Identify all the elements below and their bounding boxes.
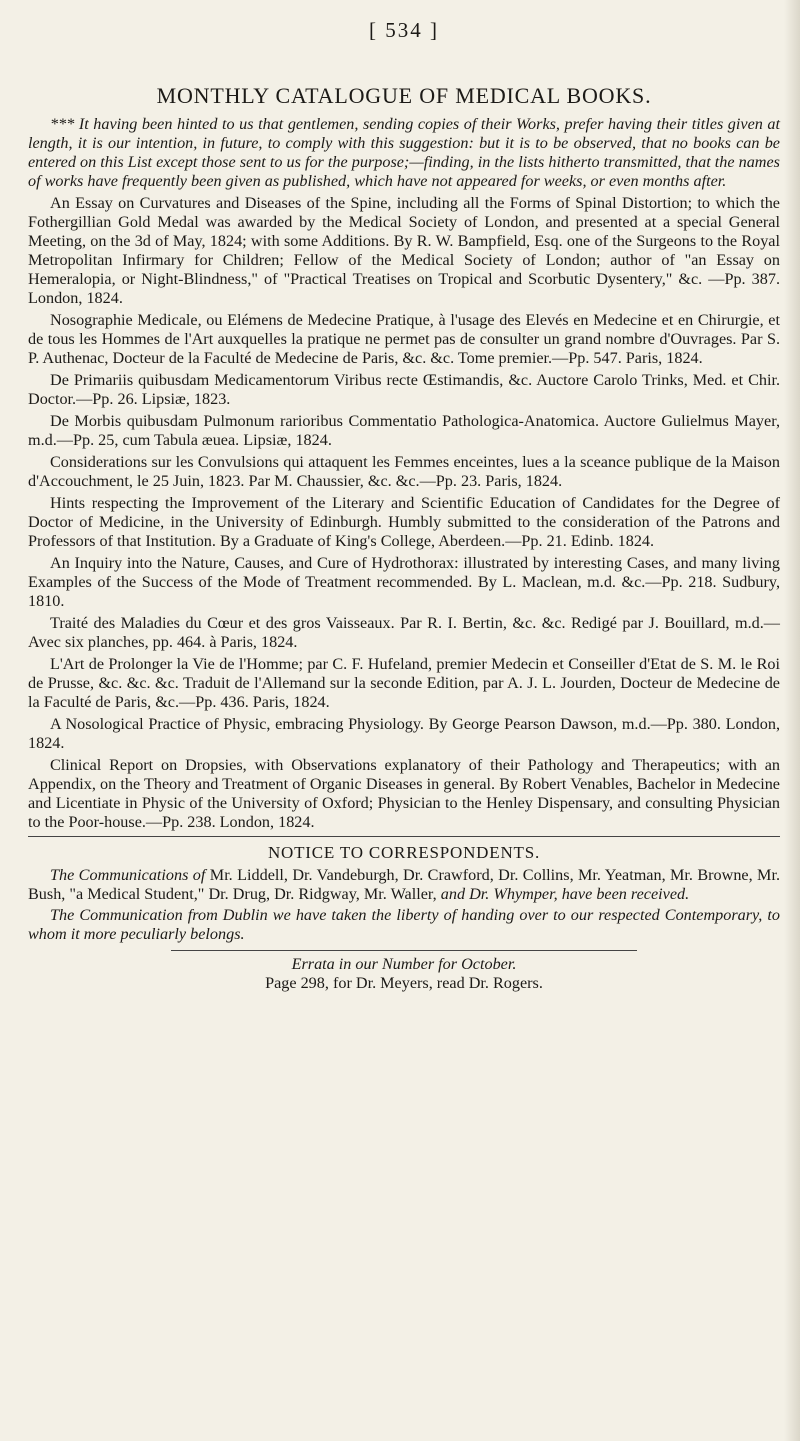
catalogue-entry: An Essay on Curvatures and Diseases of the Spine, including all the Forms of Spinal Distortion; to which the Fothergillian Gold Medal was awarded by the Medical Society of London, and presented at a special General Meeting, on the 3d of May, 1824; with some Additions. By R. W. Bampfield, Esq. one of the Surgeons to the Royal Metropolitan Infirmary for Children; Fellow of the Medical Society of London; author of "an Essay on Hemeralopia, or Night-Blindness," of "Practical Treatises on Tropical and Scorbutic Dysentery," &c. —Pp. 387. London, 1824. <box>28 194 780 307</box>
page-title: MONTHLY CATALOGUE OF MEDICAL BOOKS. <box>156 83 652 108</box>
errata-heading <box>28 955 780 974</box>
catalogue-entry: An Inquiry into the Nature, Causes, and Cure of Hydrothorax: illustrated by interesting Cases, and many living Examples of the Success of the Mode of Treatment recommended. By L. Maclean, m.d. &c.—Pp. 218. Sudbury, 1810. <box>28 554 780 610</box>
page-edge-shadow <box>784 0 800 1441</box>
errata-divider <box>171 950 637 951</box>
notice-lead: The Communications of <box>50 866 206 884</box>
intro-note: *** It having been hinted to us that gentlemen, sending copies of their Works, prefer having their titles given at length, it is our intention, in future, to comply with this suggestion: but it is to be observed, that no books can be entered on this List except those sent to us for the purpose;—finding, in the lists hitherto transmitted, that the names of works have frequently been given as published, which have not appeared for weeks, or even months after. <box>28 115 780 190</box>
correspondent-names: Mr. Liddell, Dr. Vandeburgh, Dr. Crawford, Dr. Collins, Mr. Yeatman, Mr. Browne, Mr. Bush, "a Medical Student," Dr. Drug, Dr. Ridgway, Mr. Waller, <box>28 866 780 903</box>
catalogue-entry: De Primariis quibusdam Medicamentorum Viribus recte Œstimandis, &c. Auctore Carolo Trinks, Med. et Chir. Doctor.—Pp. 26. Lipsiæ, 1823. <box>28 371 780 408</box>
notice-tail: and Dr. Whymper, have been received. <box>440 885 690 903</box>
errata-text: Page 298, for Dr. Meyers, read Dr. Rogers. <box>265 974 543 992</box>
notice-paragraph <box>28 906 780 944</box>
section-divider <box>28 836 780 837</box>
notice-paragraph <box>28 866 780 904</box>
catalogue-entry: L'Art de Prolonger la Vie de l'Homme; par C. F. Hufeland, premier Medecin et Conseiller d'Etat de S. M. le Roi de Prusse, &c. &c. &c. Traduit de l'Allemand sur la seconde Edition, par A. J. L. Jourden, Docteur de Medecine de la Faculté de Paris, &c.—Pp. 436. Paris, 1824. <box>28 655 780 711</box>
errata-lead: Errata in our Number for October. <box>291 955 517 973</box>
catalogue-entry: Hints respecting the Improvement of the Literary and Scientific Education of Candidates for the Degree of Doctor of Medicine, in the University of Edinburgh. Humbly submitted to the consideration of the Patrons and Professors of that Institution. By a Graduate of King's College, Aberdeen.—Pp. 21. Edinb. 1824. <box>28 494 780 550</box>
notice-dublin: The Communication from Dublin we have taken the liberty of handing over to our respected Contemporary, to whom it more peculiarly belongs. <box>28 906 780 943</box>
notice-heading: NOTICE TO CORRESPONDENTS. <box>267 843 541 862</box>
catalogue-entry: A Nosological Practice of Physic, embracing Physiology. By George Pearson Dawson, m.d.—Pp. 380. London, 1824. <box>28 715 780 752</box>
catalogue-entry: Traité des Maladies du Cœur et des gros Vaisseaux. Par R. I. Bertin, &c. &c. Redigé par J. Bouillard, m.d.—Avec six planches, pp. 464. à Paris, 1824. <box>28 614 780 651</box>
catalogue-entry: De Morbis quibusdam Pulmonum rarioribus Commentatio Pathologica-Anatomica. Auctore Gulielmus Mayer, m.d.—Pp. 25, cum Tabula æuea. Lipsiæ, 1824. <box>28 412 780 449</box>
catalogue-entry: Nosographie Medicale, ou Elémens de Medecine Pratique, à l'usage des Elevés en Medecine et en Chirurgie, et de tous les Hommes de l'Art auxquelles la pratique ne permet pas de consulter un grand nombre d'Ouvrages. Par S. P. Authenac, Docteur de la Faculté de Medecine de Paris, &c. &c. Tome premier.—Pp. 547. Paris, 1824. <box>28 311 780 367</box>
catalogue-entry: Considerations sur les Convulsions qui attaquent les Femmes enceintes, lues a la sceance publique de la Maison d'Accouchment, le 25 Juin, 1823. Par M. Chaussier, &c. &c.—Pp. 23. Paris, 1824. <box>28 453 780 490</box>
catalogue-entry: Clinical Report on Dropsies, with Observations explanatory of their Pathology and Therapeutics; with an Appendix, on the Theory and Treatment of Organic Diseases in general. By Robert Venables, Bachelor in Medecine and Licentiate in Physic of the University of Oxford; Physician to the Henley Dispensary, and consulting Physician to the Poor-house.—Pp. 238. London, 1824. <box>28 756 780 831</box>
page <box>28 6 780 993</box>
page-number: [ 534 ] <box>369 18 439 42</box>
